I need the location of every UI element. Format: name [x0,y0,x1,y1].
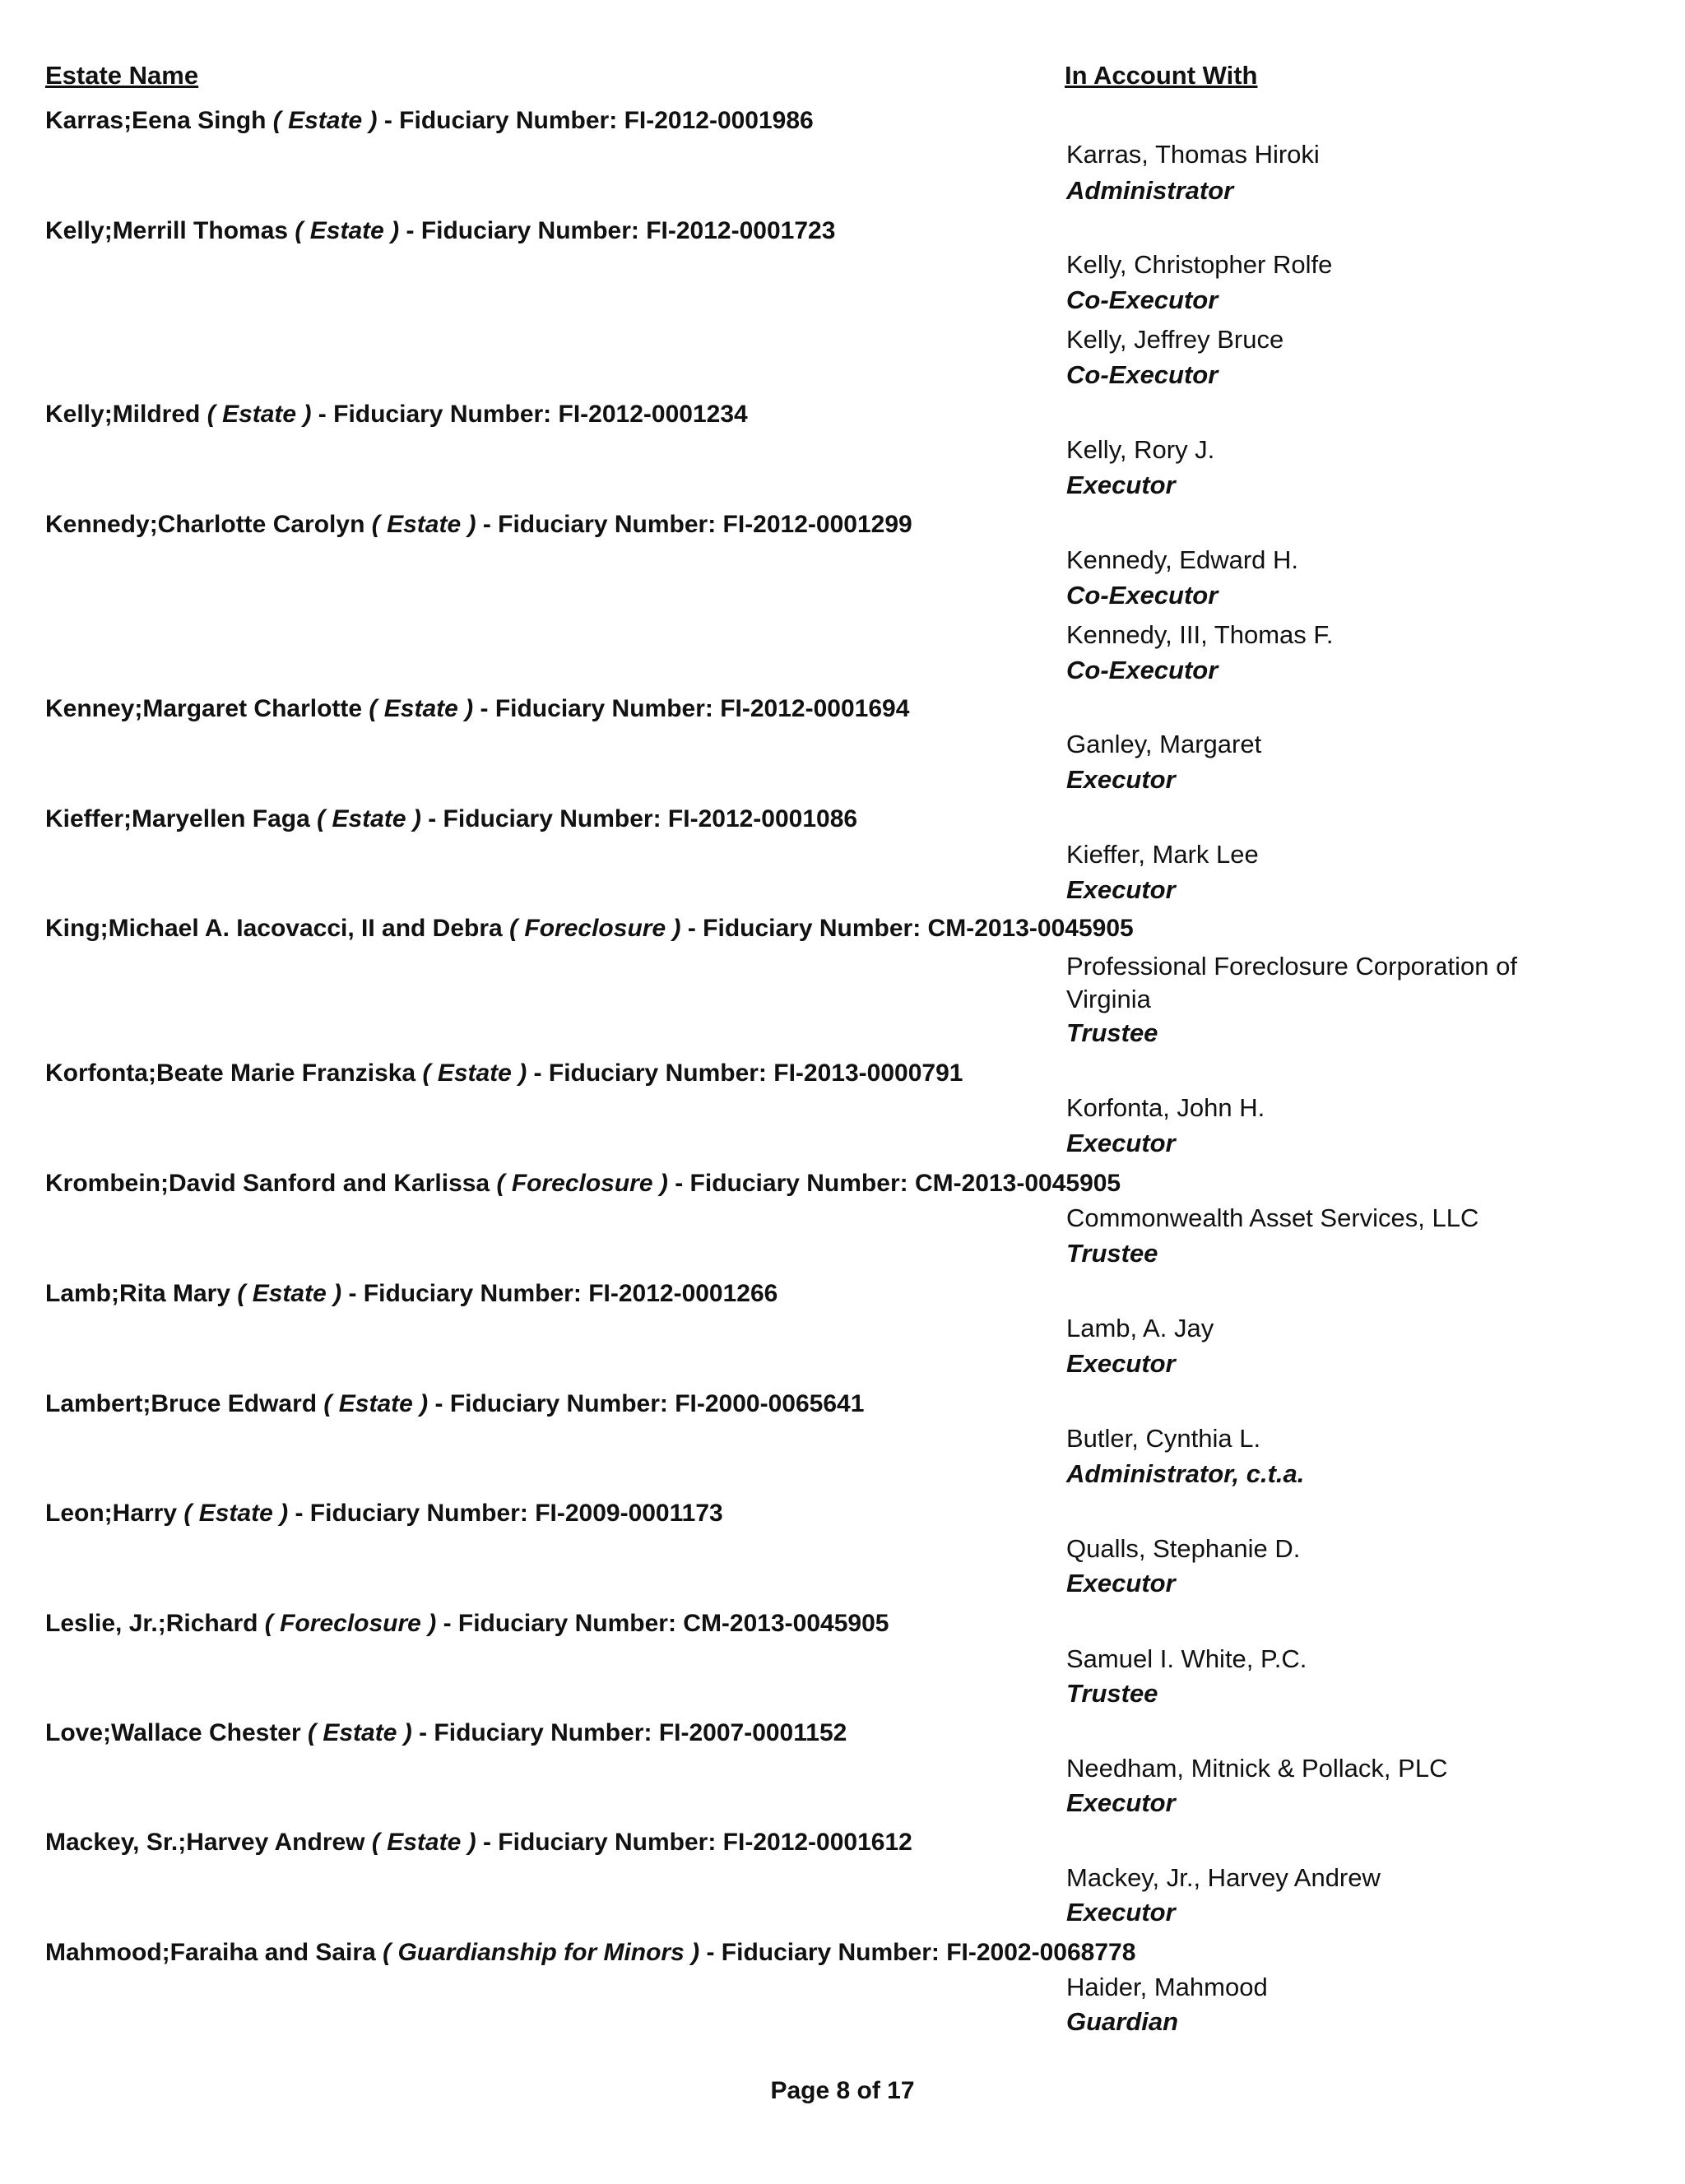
estate-type-label: Estate [222,401,297,428]
fiduciary-number: FI-2012-0001266 [588,1280,778,1307]
paren-open: ( [371,511,380,538]
fiduciary-number: FI-2012-0001694 [720,695,910,722]
paren-open: ( [308,1719,317,1746]
account-holder-role: Executor [1066,1569,1176,1597]
in-account-with-header: In Account With [1065,61,1258,90]
estate-type [295,217,399,244]
estate-name: Leon;Harry [45,1500,178,1527]
estate-type-label: Foreclosure [524,915,666,942]
paren-close: ) [420,1390,429,1417]
estate-type-label: Foreclosure [280,1610,421,1637]
estate-name: King;Michael A. Iacovacci, II and Debra [45,915,503,942]
paren-close: ) [412,805,421,832]
estate-entry [45,805,857,833]
estate-name: Lambert;Bruce Edward [45,1390,318,1417]
estate-entry [45,1500,723,1528]
fiduciary-label: - Fiduciary Number: [383,107,618,134]
estate-type [509,915,680,942]
fiduciary-label: - Fiduciary Number: [348,1280,582,1307]
paren-close: ) [518,1060,527,1087]
account-holder-name: Lamb, A. Jay [1066,1314,1214,1342]
fiduciary-label: - Fiduciary Number: [533,1060,767,1087]
account-holder-name: Mackey, Jr., Harvey Andrew [1066,1863,1381,1892]
fiduciary-number: FI-2012-0001986 [624,107,814,134]
account-holder-role: Executor [1066,1349,1176,1378]
estate-type [308,1719,412,1746]
account-holder-name: Kennedy, Edward H. [1066,545,1299,574]
paren-close: ) [303,401,312,428]
paren-open: ( [371,1829,380,1856]
fiduciary-number: FI-2012-0001299 [722,511,912,538]
paren-open: ( [383,1939,392,1966]
fiduciary-number: FI-2012-0001234 [558,401,748,428]
account-holder-role: Executor [1066,1129,1176,1157]
account-holder-name: Professional Foreclosure Corporation of Virginia [1066,952,1517,1013]
estate-entry [45,1280,778,1308]
account-holder-role: Trustee [1066,1018,1158,1047]
estate-type [323,1390,428,1417]
estate-type [383,1939,699,1966]
paren-open: ( [272,107,281,134]
account-holder-role: Co-Executor [1066,581,1218,610]
account-holder-role: Executor [1066,875,1176,904]
paren-open: ( [237,1280,246,1307]
account-holder-name: Qualls, Stephanie D. [1066,1534,1301,1563]
account-holder-name: Kieffer, Mark Lee [1066,840,1259,869]
estate-name: Kelly;Merrill Thomas [45,217,289,244]
fiduciary-number: FI-2000-0065641 [675,1390,865,1417]
estate-type-label: Estate [309,217,384,244]
estate-entry [45,1390,864,1418]
estate-type [496,1170,667,1197]
fiduciary-number: FI-2002-0068778 [946,1939,1136,1966]
account-holder-name: Kelly, Christopher Rolfe [1066,250,1333,279]
fiduciary-label: - Fiduciary Number: [318,401,552,428]
estate-name: Karras;Eena Singh [45,107,267,134]
estate-name: Mackey, Sr.;Harvey Andrew [45,1829,365,1856]
estate-entry [45,511,912,539]
estate-name: Kenney;Margaret Charlotte [45,695,363,722]
fiduciary-label: - Fiduciary Number: [419,1719,652,1746]
paren-close: ) [691,1939,700,1966]
account-holder-role: Guardian [1066,2007,1179,2036]
account-holder-name: Samuel I. White, P.C. [1066,1644,1307,1673]
fiduciary-number: FI-2007-0001152 [658,1719,847,1746]
estate-type-label: Estate [383,695,458,722]
estate-entry [45,695,909,723]
account-holder-name: Butler, Cynthia L. [1066,1424,1261,1453]
fiduciary-label: - Fiduciary Number: [434,1390,668,1417]
estate-name-header: Estate Name [45,61,199,90]
estate-entry [45,217,835,245]
fiduciary-number: FI-2009-0001173 [535,1500,723,1527]
account-holder-name: Haider, Mahmood [1066,1973,1268,2001]
paren-close: ) [467,1829,476,1856]
fiduciary-label: - Fiduciary Number: [295,1500,528,1527]
estate-type-label: Estate [437,1060,512,1087]
estate-name: Love;Wallace Chester [45,1719,301,1746]
estate-name: Kennedy;Charlotte Carolyn [45,511,365,538]
paren-open: ( [496,1170,505,1197]
fiduciary-number: CM-2013-0045905 [927,915,1134,942]
account-holder-role: Co-Executor [1066,656,1218,684]
fiduciary-label: - Fiduciary Number: [428,805,661,832]
estate-type [207,401,312,428]
paren-open: ( [183,1500,193,1527]
paren-close: ) [403,1719,412,1746]
fiduciary-number: CM-2013-0045905 [683,1610,889,1637]
estate-entry [45,915,1134,943]
fiduciary-label: - Fiduciary Number: [482,1829,717,1856]
paren-close: ) [672,915,681,942]
fiduciary-number: CM-2013-0045905 [914,1170,1121,1197]
paren-close: ) [428,1610,437,1637]
estate-entry [45,107,814,135]
account-holder-role: Executor [1066,765,1176,794]
estate-type [372,511,476,538]
estate-entry [45,1610,889,1638]
estate-name: Lamb;Rita Mary [45,1280,231,1307]
estate-type-label: Estate [332,805,406,832]
account-holder-name: Ganley, Margaret [1066,730,1262,758]
estate-type [273,107,378,134]
estate-type [237,1280,341,1307]
estate-name: Korfonta;Beate Marie Franziska [45,1060,416,1087]
paren-open: ( [323,1390,332,1417]
paren-open: ( [317,805,326,832]
estate-entry [45,1719,847,1747]
estate-name: Mahmood;Faraiha and Saira [45,1939,376,1966]
estate-type [183,1500,288,1527]
paren-open: ( [509,915,518,942]
account-holder-role: Trustee [1066,1239,1158,1268]
account-holder-role: Trustee [1066,1679,1158,1708]
estate-entry [45,1829,912,1857]
estate-type-label: Foreclosure [511,1170,653,1197]
estate-name: Kelly;Mildred [45,401,201,428]
account-holder-name: Commonwealth Asset Services, LLC [1066,1203,1479,1232]
fiduciary-label: - Fiduciary Number: [443,1610,676,1637]
fiduciary-label: - Fiduciary Number: [675,1170,908,1197]
paren-close: ) [467,511,476,538]
account-holder-name: Kelly, Jeffrey Bruce [1066,325,1284,354]
account-holder-name: Needham, Mitnick & Pollack, PLC [1066,1754,1448,1783]
estate-type-label: Estate [338,1390,413,1417]
account-holder-role: Executor [1066,471,1176,499]
account-holder-role: Administrator, c.t.a. [1066,1459,1305,1488]
fiduciary-number: FI-2013-0000791 [773,1060,963,1087]
fiduciary-number: FI-2012-0001086 [667,805,858,832]
page-number: Page 8 of 17 [770,2077,915,2104]
account-holder-name: Kennedy, III, Thomas F. [1066,620,1334,649]
estate-type [265,1610,436,1637]
paren-close: ) [333,1280,342,1307]
estate-type-label: Guardianship for Minors [397,1939,685,1966]
estate-name: Krombein;David Sanford and Karlissa [45,1170,490,1197]
estate-type [317,805,421,832]
fiduciary-number: FI-2012-0001612 [722,1829,912,1856]
paren-close: ) [280,1500,289,1527]
fiduciary-number: FI-2012-0001723 [646,217,836,244]
estate-type-label: Estate [198,1500,273,1527]
paren-open: ( [295,217,304,244]
account-holder-role: Co-Executor [1066,285,1218,314]
account-holder-role: Executor [1066,1898,1176,1927]
account-holder-name: Korfonta, John H. [1066,1093,1265,1122]
account-holder-name: Karras, Thomas Hiroki [1066,140,1320,169]
account-holder-role: Co-Executor [1066,360,1218,389]
estate-entry [45,401,748,429]
fiduciary-label: - Fiduciary Number: [687,915,921,942]
account-holder-name: Kelly, Rory J. [1066,435,1215,464]
estate-entry [45,1060,963,1087]
account-holder-role: Administrator [1066,176,1234,205]
estate-entry [45,1170,1121,1198]
paren-close: ) [391,217,400,244]
estate-type [372,1829,476,1856]
account-holder-role: Executor [1066,1788,1176,1817]
paren-close: ) [369,107,378,134]
paren-open: ( [422,1060,431,1087]
estate-type-label: Estate [252,1280,327,1307]
paren-open: ( [264,1610,273,1637]
estate-type [422,1060,527,1087]
estate-type-label: Estate [288,107,363,134]
estate-name: Leslie, Jr.;Richard [45,1610,258,1637]
paren-open: ( [369,695,378,722]
estate-type-label: Estate [323,1719,397,1746]
fiduciary-label: - Fiduciary Number: [482,511,717,538]
estate-type [369,695,473,722]
paren-close: ) [465,695,474,722]
paren-close: ) [659,1170,668,1197]
fiduciary-label: - Fiduciary Number: [406,217,639,244]
estate-type-label: Estate [387,511,462,538]
paren-open: ( [207,401,216,428]
estate-type-label: Estate [387,1829,462,1856]
estate-entry [45,1939,1135,1967]
fiduciary-label: - Fiduciary Number: [480,695,713,722]
estate-name: Kieffer;Maryellen Faga [45,805,310,832]
fiduciary-label: - Fiduciary Number: [706,1939,940,1966]
